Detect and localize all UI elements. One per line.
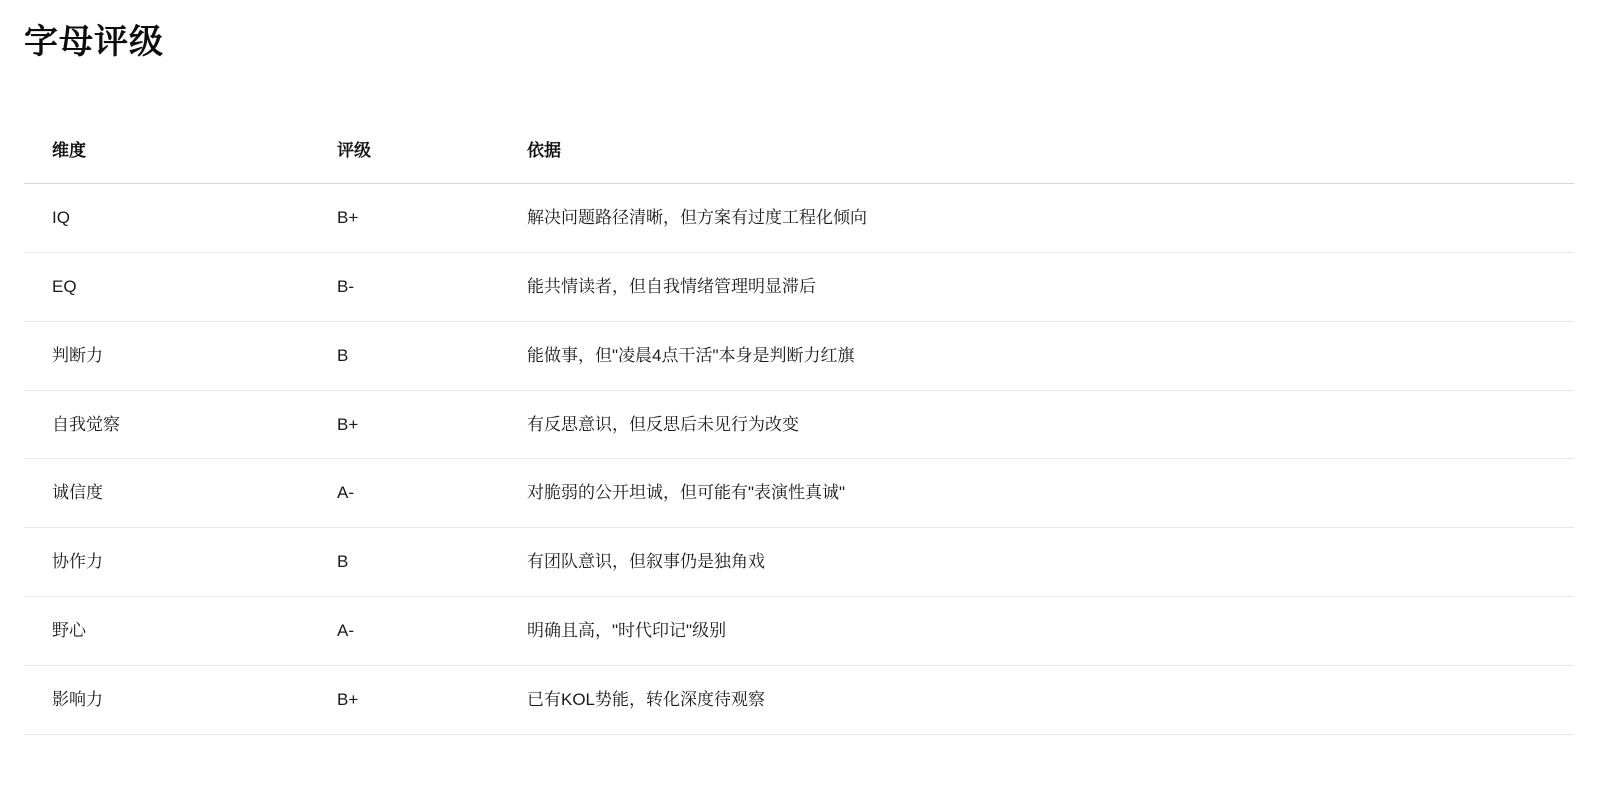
table-row: [24, 252, 1574, 321]
cell-dimension: 野心: [24, 596, 337, 665]
page-title: 字母评级: [24, 23, 164, 61]
cell-basis: 能共情读者，但自我情绪管理明显滞后: [527, 252, 1574, 321]
column-header-grade: 评级: [337, 136, 527, 184]
rating-table: [24, 136, 1574, 734]
cell-dimension: 判断力: [24, 321, 337, 390]
cell-basis: 能做事，但"凌晨4点干活"本身是判断力红旗: [527, 321, 1574, 390]
column-header-basis: 依据: [527, 136, 1574, 184]
cell-dimension: EQ: [24, 252, 337, 321]
cell-grade: B: [337, 321, 527, 390]
column-header-dimension: 维度: [24, 136, 337, 184]
cell-basis: 有团队意识，但叙事仍是独角戏: [527, 528, 1574, 597]
cell-basis: 已有KOL势能，转化深度待观察: [527, 665, 1574, 734]
cell-grade: A-: [337, 459, 527, 528]
cell-grade: B: [337, 528, 527, 597]
table-row: [24, 390, 1574, 459]
table-row: [24, 665, 1574, 734]
cell-dimension: IQ: [24, 184, 337, 253]
cell-dimension: 诚信度: [24, 459, 337, 528]
cell-basis: 有反思意识，但反思后未见行为改变: [527, 390, 1574, 459]
cell-basis: 对脆弱的公开坦诚，但可能有"表演性真诚": [527, 459, 1574, 528]
cell-dimension: 影响力: [24, 665, 337, 734]
table-row: [24, 459, 1574, 528]
table-row: [24, 596, 1574, 665]
cell-grade: B-: [337, 252, 527, 321]
table-header-row: [24, 136, 1574, 184]
cell-basis: 解决问题路径清晰，但方案有过度工程化倾向: [527, 184, 1574, 253]
cell-grade: B+: [337, 184, 527, 253]
cell-grade: B+: [337, 390, 527, 459]
cell-dimension: 自我觉察: [24, 390, 337, 459]
table-row: [24, 528, 1574, 597]
cell-grade: B+: [337, 665, 527, 734]
cell-grade: A-: [337, 596, 527, 665]
cell-dimension: 协作力: [24, 528, 337, 597]
table-body: [24, 184, 1574, 734]
table-row: [24, 184, 1574, 253]
rating-table-container: [0, 136, 1598, 734]
table-header: [24, 136, 1574, 184]
table-row: [24, 321, 1574, 390]
cell-basis: 明确且高，"时代印记"级别: [527, 596, 1574, 665]
